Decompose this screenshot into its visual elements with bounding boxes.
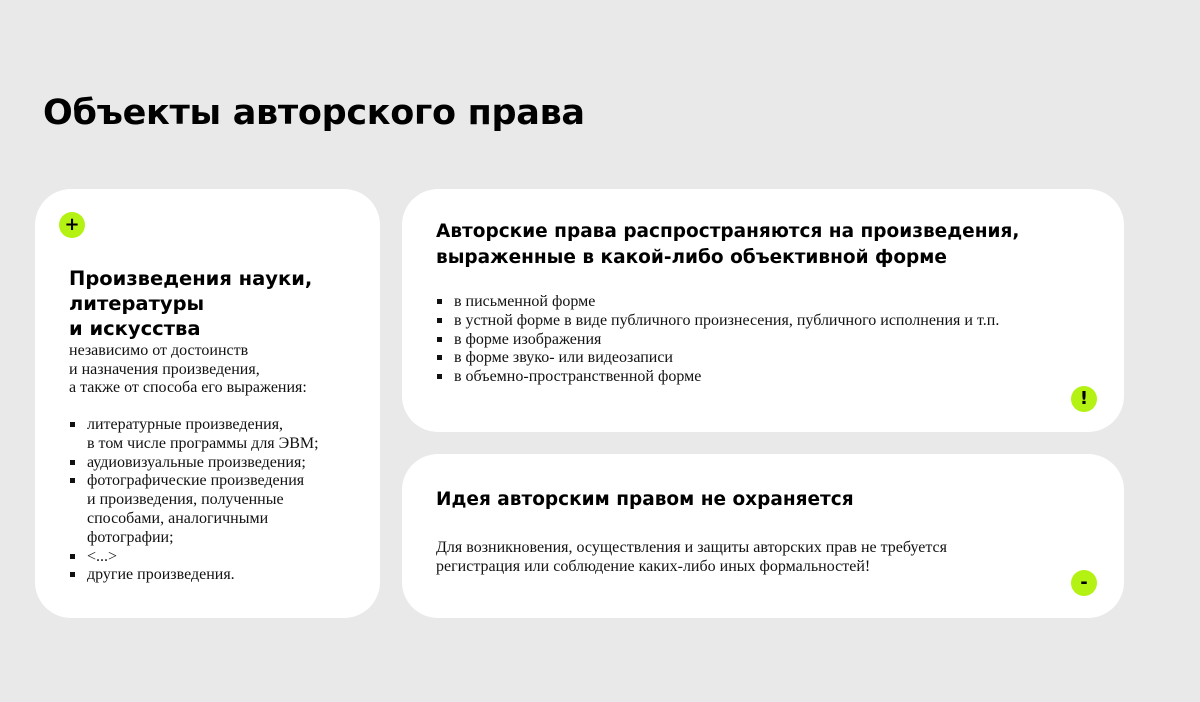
works-intro-line: независимо от достоинств xyxy=(69,342,249,359)
forms-heading xyxy=(436,219,1019,270)
forms-heading-line: Авторские права распространяются на произведения, xyxy=(436,221,1020,242)
list-item-line: аудиовизуальные произведения; xyxy=(87,453,306,471)
list-item: в объемно-пространственной форме xyxy=(436,368,999,387)
list-item-line: фотографии; xyxy=(87,528,174,546)
list-item xyxy=(69,416,319,454)
list-item: в устной форме в виде публичного произнесения, публичного исполнения и т.п. xyxy=(436,312,999,331)
list-item: в форме звуко- или видеозаписи xyxy=(436,349,999,368)
idea-text-line: регистрация или соблюдение каких-либо иных формальностей! xyxy=(436,558,871,575)
idea-heading: Идея авторским правом не охраняется xyxy=(436,489,854,510)
list-item-line: фотографические произведения xyxy=(87,472,305,490)
list-item-line: способами, аналогичными xyxy=(87,509,269,527)
forms-heading-line: выраженные в какой-либо объективной форме xyxy=(436,246,947,268)
list-item-line: другие произведения. xyxy=(87,566,235,584)
idea-text-line: Для возникновения, осуществления и защиты авторских прав не требуется xyxy=(436,539,947,556)
works-intro xyxy=(69,342,307,398)
list-item-line: и произведения, полученные xyxy=(87,491,284,509)
list-item: в письменной форме xyxy=(436,293,999,312)
works-heading-line: и искусства xyxy=(69,317,201,340)
page-title: Объекты авторского права xyxy=(43,93,585,133)
plus-badge-icon: + xyxy=(59,212,85,238)
list-item: в форме изображения xyxy=(436,331,999,350)
works-intro-line: и назначения произведения, xyxy=(69,360,260,378)
works-heading xyxy=(69,266,312,341)
idea-card xyxy=(402,454,1124,618)
minus-badge-icon: - xyxy=(1071,570,1097,596)
list-item xyxy=(69,566,319,585)
works-heading-line: литературы xyxy=(69,292,205,315)
list-item-line: литературные произведения, xyxy=(87,416,284,433)
list-item xyxy=(69,472,319,547)
forms-list xyxy=(436,293,999,387)
works-list xyxy=(69,416,319,585)
works-heading-line: Произведения науки, xyxy=(69,267,313,290)
list-item-line: <...> xyxy=(87,547,118,565)
idea-text xyxy=(436,538,947,576)
list-item xyxy=(69,548,319,567)
works-intro-line: а также от способа его выражения: xyxy=(69,379,307,396)
list-item xyxy=(69,454,319,473)
exclamation-badge-icon: ! xyxy=(1071,386,1097,412)
list-item-line: в том числе программы для ЭВМ; xyxy=(87,434,319,452)
